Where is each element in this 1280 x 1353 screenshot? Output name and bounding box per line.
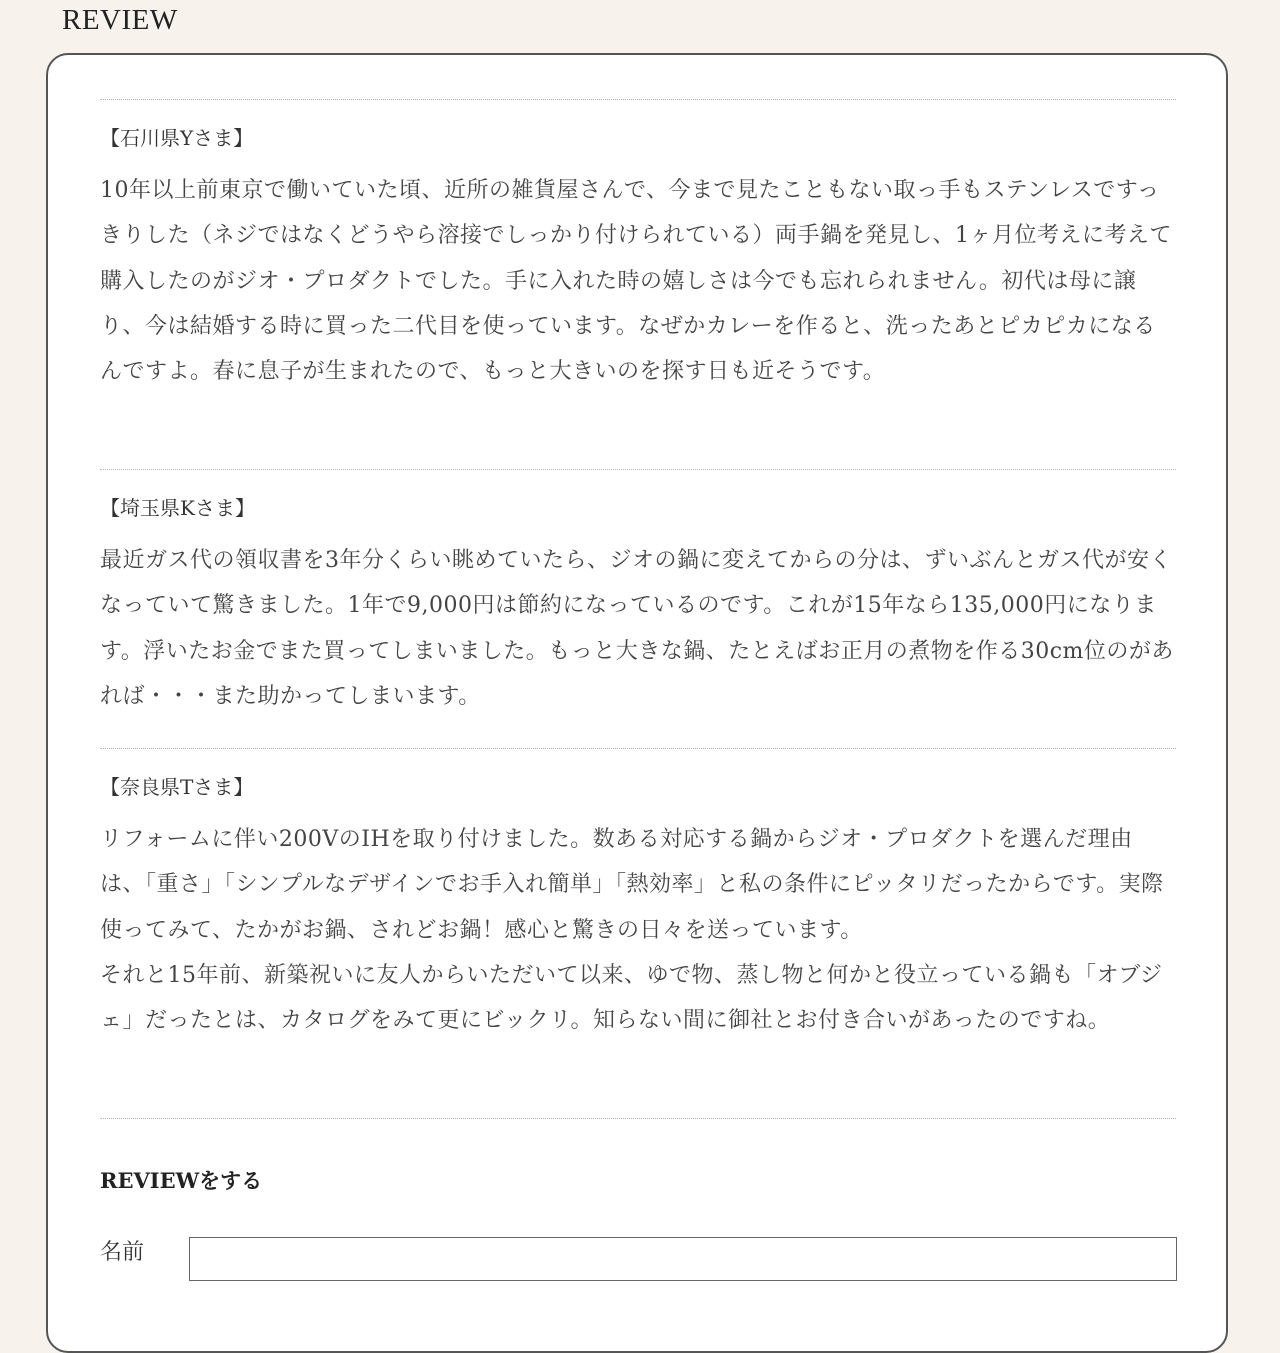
review-card: [46, 53, 1228, 1353]
section-title: REVIEW: [62, 4, 178, 36]
review-list: [100, 99, 1176, 1119]
review-text: 最近ガス代の領収書を3年分くらい眺めていたら、ジオの鍋に変えてからの分は、ずいぶんとガス代が安くなっていて驚きました。1年で9,000円は節約になっているのです。これが15年なら135,000円になります。浮いたお金でまた買ってしまいました。もっと大きな鍋、たとえばお正月の煮物を作る30cm位のがあれば・・・また助かってしまいます。: [100, 548, 1174, 709]
review-text: 10年以上前東京で働いていた頃、近所の雑貨屋さんで、今まで見たこともない取っ手もステンレスですっきりした（ネジではなくどうやら溶接でしっかり付けられている）両手鍋を発見し、1ヶ月位考えに考えて購入したのがジオ・プロダクトでした。手に入れた時の嬉しさは今でも忘れられません。初代は母に譲り、今は結婚する時に買った二代目を使っています。なぜかカレーを作ると、洗ったあとピカピカになるんですよ。春に息子が生まれたので、もっと大きいのを探す日も近そうです。: [100, 178, 1173, 385]
review-author: 【石川県Yさま】: [100, 126, 254, 150]
review-item: [100, 469, 1176, 748]
review-author: 【奈良県Tさま】: [100, 775, 254, 799]
review-author: 【埼玉県Kさま】: [100, 496, 255, 520]
review-item: [100, 748, 1176, 1118]
divider: [100, 1118, 1176, 1119]
review-form-heading: REVIEWをする: [100, 1168, 263, 1193]
name-input[interactable]: [189, 1237, 1177, 1281]
review-item: [100, 99, 1176, 469]
name-label: 名前: [100, 1240, 145, 1265]
review-text: リフォームに伴い200VのIHを取り付けました。数ある対応する鍋からジオ・プロダクトを選んだ理由は、「重さ」「シンプルなデザインでお手入れ簡単」「熱効率」と私の条件にピッタリだったからです。実際使ってみて、たかがお鍋、されどお鍋！感心と驚きの日々を送っています。 それと15年前、新築祝いに友人からいただいて以来、ゆで物、蒸し物と何かと役立っている鍋も「オブジェ」だったとは、カタログをみて更にビックリ。知らない間に御社とお付き合いがあったのですね。: [100, 827, 1164, 1034]
